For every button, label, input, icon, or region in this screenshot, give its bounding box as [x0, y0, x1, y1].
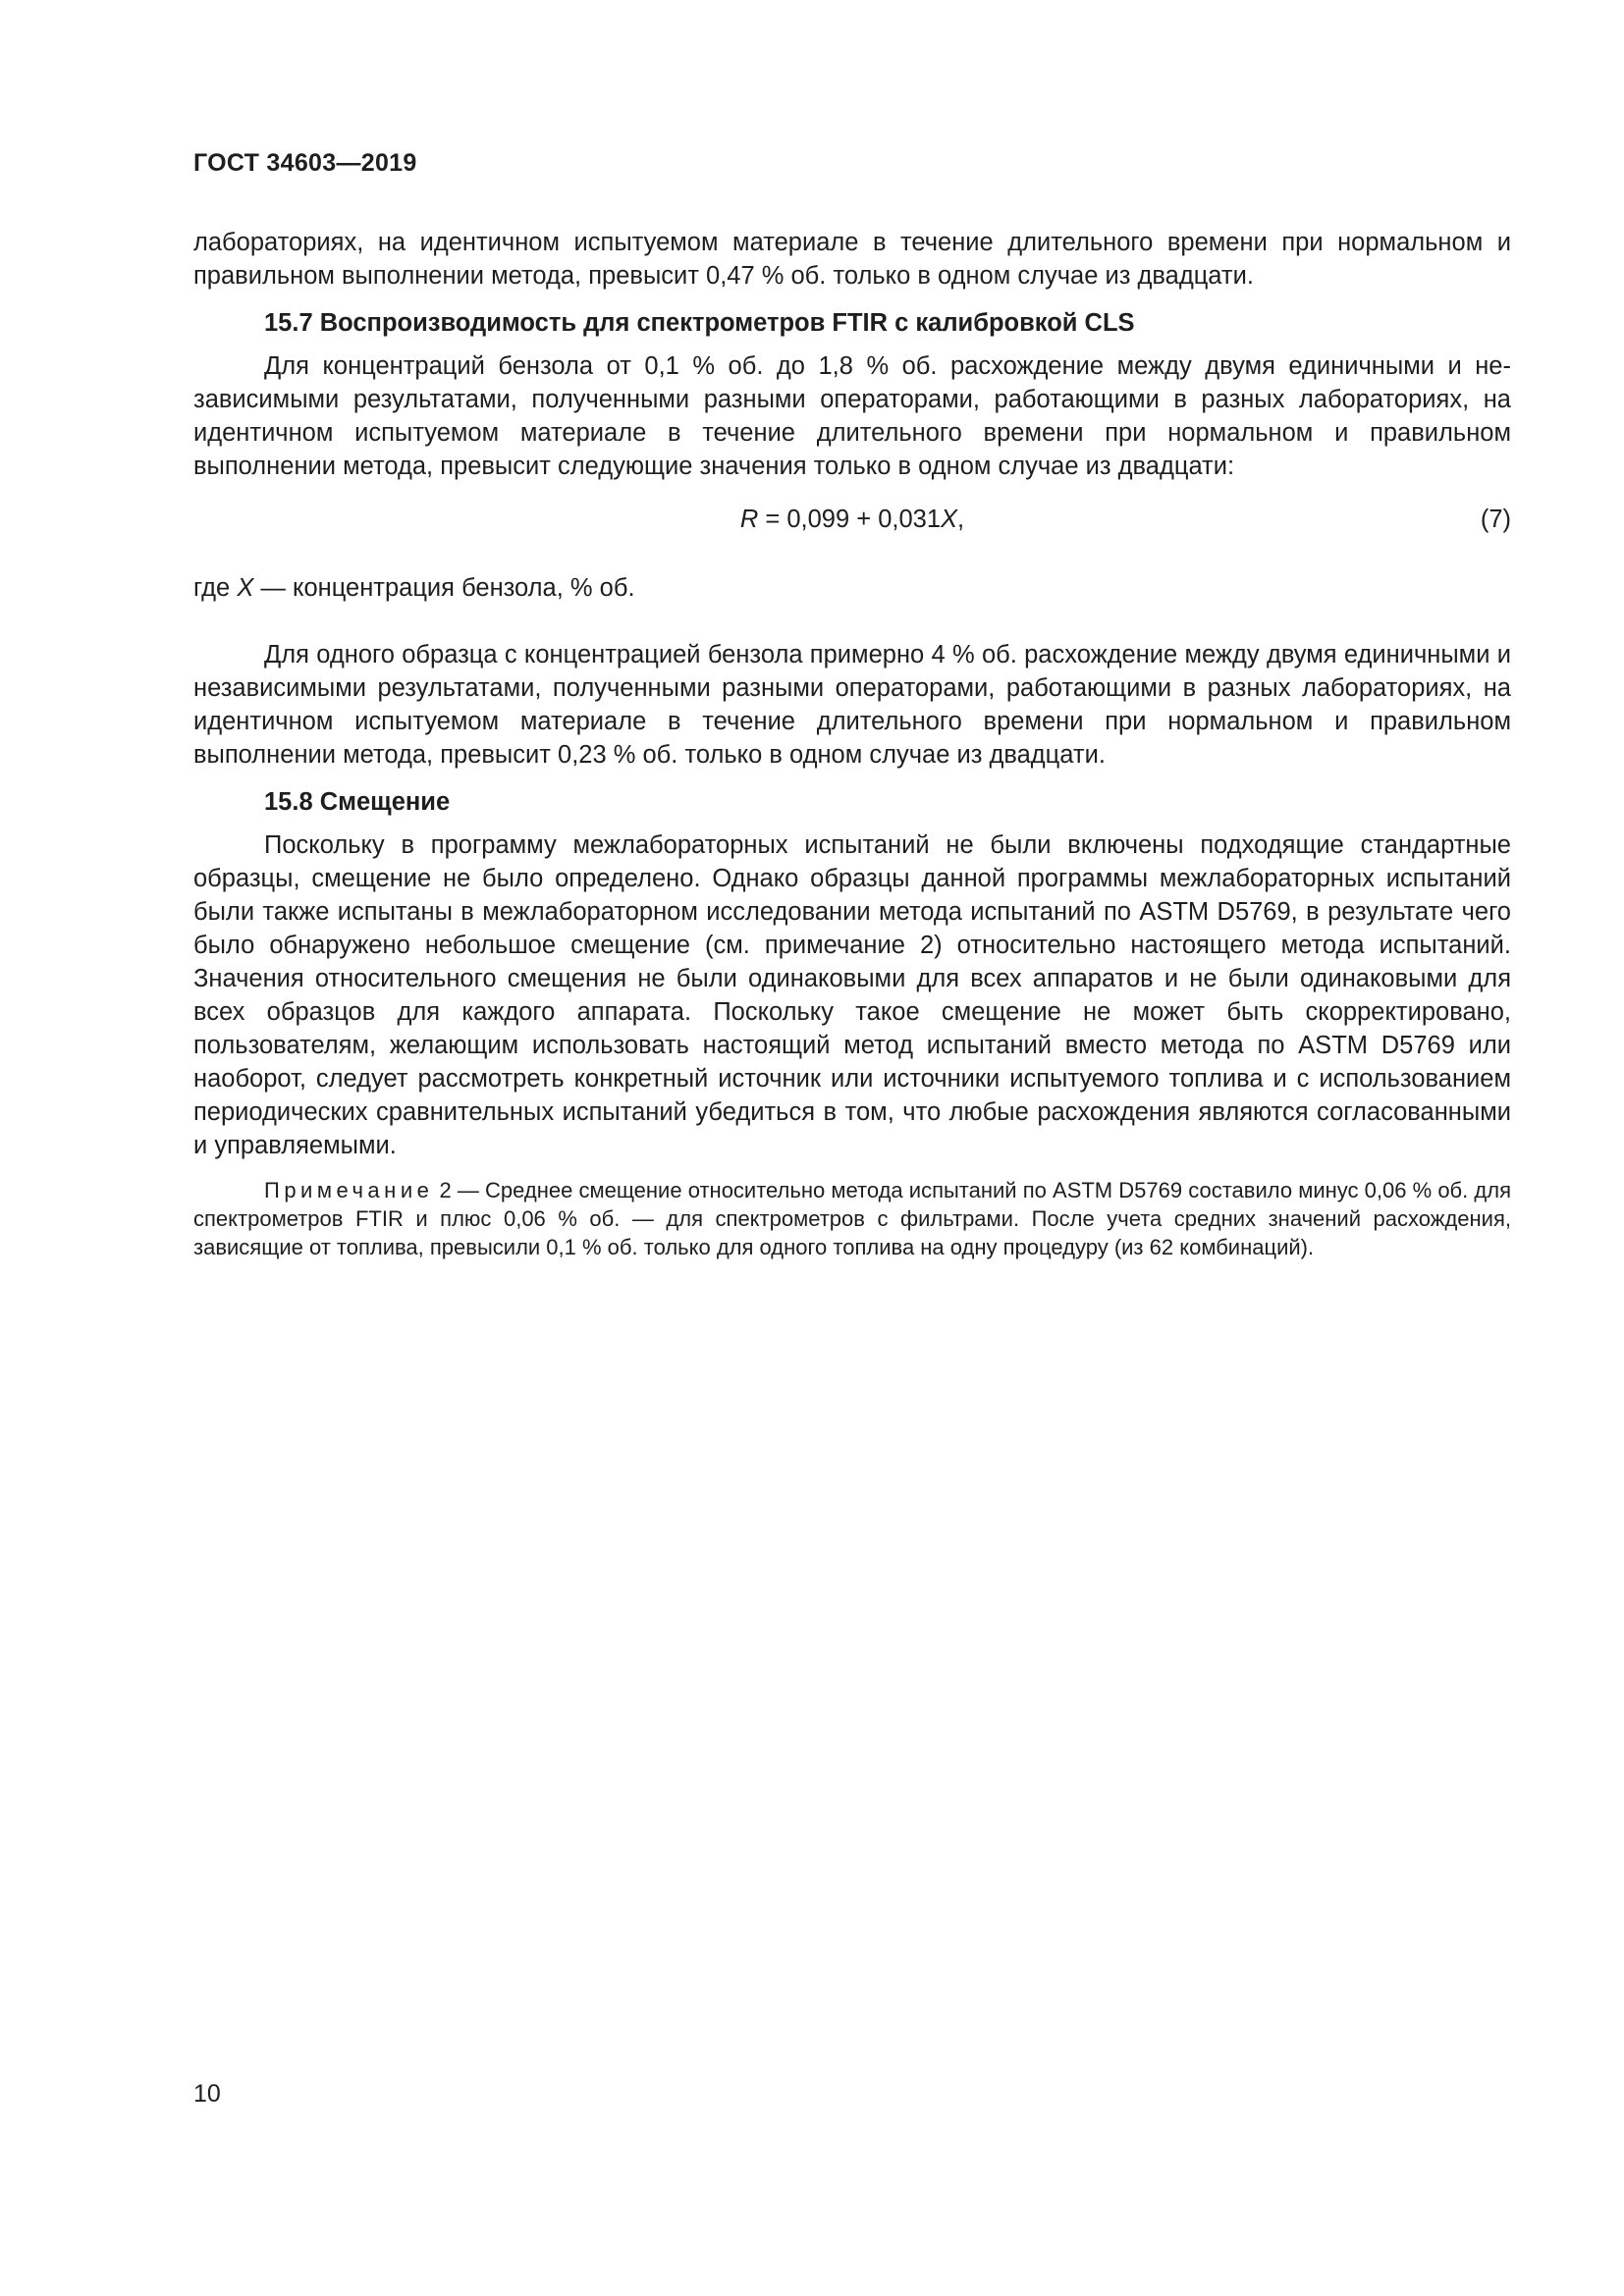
note-text: 2 — Среднее смещение относительно метода испытаний по ASTM D5769 составило минус 0,06 % об. для спектрометров FTIR и плюс 0,06 % об. — для спектрометров с фильтрами. После учета средних значений расхождения, зависящие от топлива, превысили 0,1 % об. только для одного топлива на одну процедуру (из 62 комбинаций). [193, 1178, 1511, 1259]
document-body [193, 226, 1511, 1261]
formula-var-r: R [739, 506, 759, 533]
section-15-8-paragraph-1: Поскольку в программу межлабораторных испытаний не были включены подходящие стандартные образцы, смещение не было определено. Однако образцы данной программы межлабораторных испытаний были также испытаны в межлабораторном исследовании метода испытаний по ASTM D5769, в результате чего было обнаружено небольшое смещение (см. примечание 2) относительно настоящего метода испытаний. Значения относительного смещения не были одинаковыми для всех аппаратов и не были одинаковыми для всех образцов для каждого аппарата. Поскольку такое смещение не может быть скорректировано, пользователям, желающим использовать настоящий метод испытаний вместо метода по ASTM D5769 или наоборот, следует рассмотреть конкретный источник или источники испытуемого топлива и с использованием периодических сравнительных испытаний убедиться в том, что любые расхождения являются согласованными и управляемыми. [193, 831, 1511, 1159]
formula-var-x: X [941, 506, 958, 533]
where-var: X [237, 574, 254, 602]
formula-expr-mid: = 0,099 + 0,031 [758, 506, 942, 533]
note-2 [193, 1176, 1511, 1261]
where-prefix: где [193, 574, 238, 602]
where-rest: — концентрация бензола, % об. [253, 574, 635, 602]
section-15-7-paragraph-2: Для одного образца с концентрацией бензола примерно 4 % об. расхождение между двумя единичными и независимыми результатами, полученными разными операторами, работающими в разных лабораториях, на идентичном испытуемом материале в течение длительного времени при нормальном и правильном выполнении метода, превысит 0,23 % об. только в одном случае из двадцати. [193, 641, 1511, 769]
formula-7 [193, 503, 1511, 536]
formula-expr-end: , [957, 506, 965, 533]
section-15-7-paragraph-1: Для концентраций бензола от 0,1 % об. до 1,8 % об. расхождение между двумя единичными и независимыми результатами, полученными разными операторами, работающими в разных лабораториях, на идентичном испытуемом материале в течение длительного времени при нормальном и правильном выполнении метода, превысит следующие значения только в одном случае из двадцати: [193, 352, 1511, 480]
formula-where-clause [193, 571, 1511, 605]
section-15-8-heading: 15.8 Смещение [264, 788, 451, 816]
formula-expression [193, 503, 1511, 536]
page-number: 10 [193, 2080, 221, 2108]
continued-paragraph: лабораториях, на идентичном испытуемом материале в течение длительного времени при нормальном и правильном выполнении метода, превысит 0,47 % об. только в одном случае из двадцати. [193, 229, 1511, 290]
document-header-code: ГОСТ 34603—2019 [193, 149, 417, 177]
section-15-7-heading: 15.7 Воспроизводимость для спектрометров FTIR с калибровкой CLS [264, 309, 1135, 337]
note-label: Примечание [264, 1178, 434, 1202]
formula-number: (7) [1480, 506, 1511, 533]
